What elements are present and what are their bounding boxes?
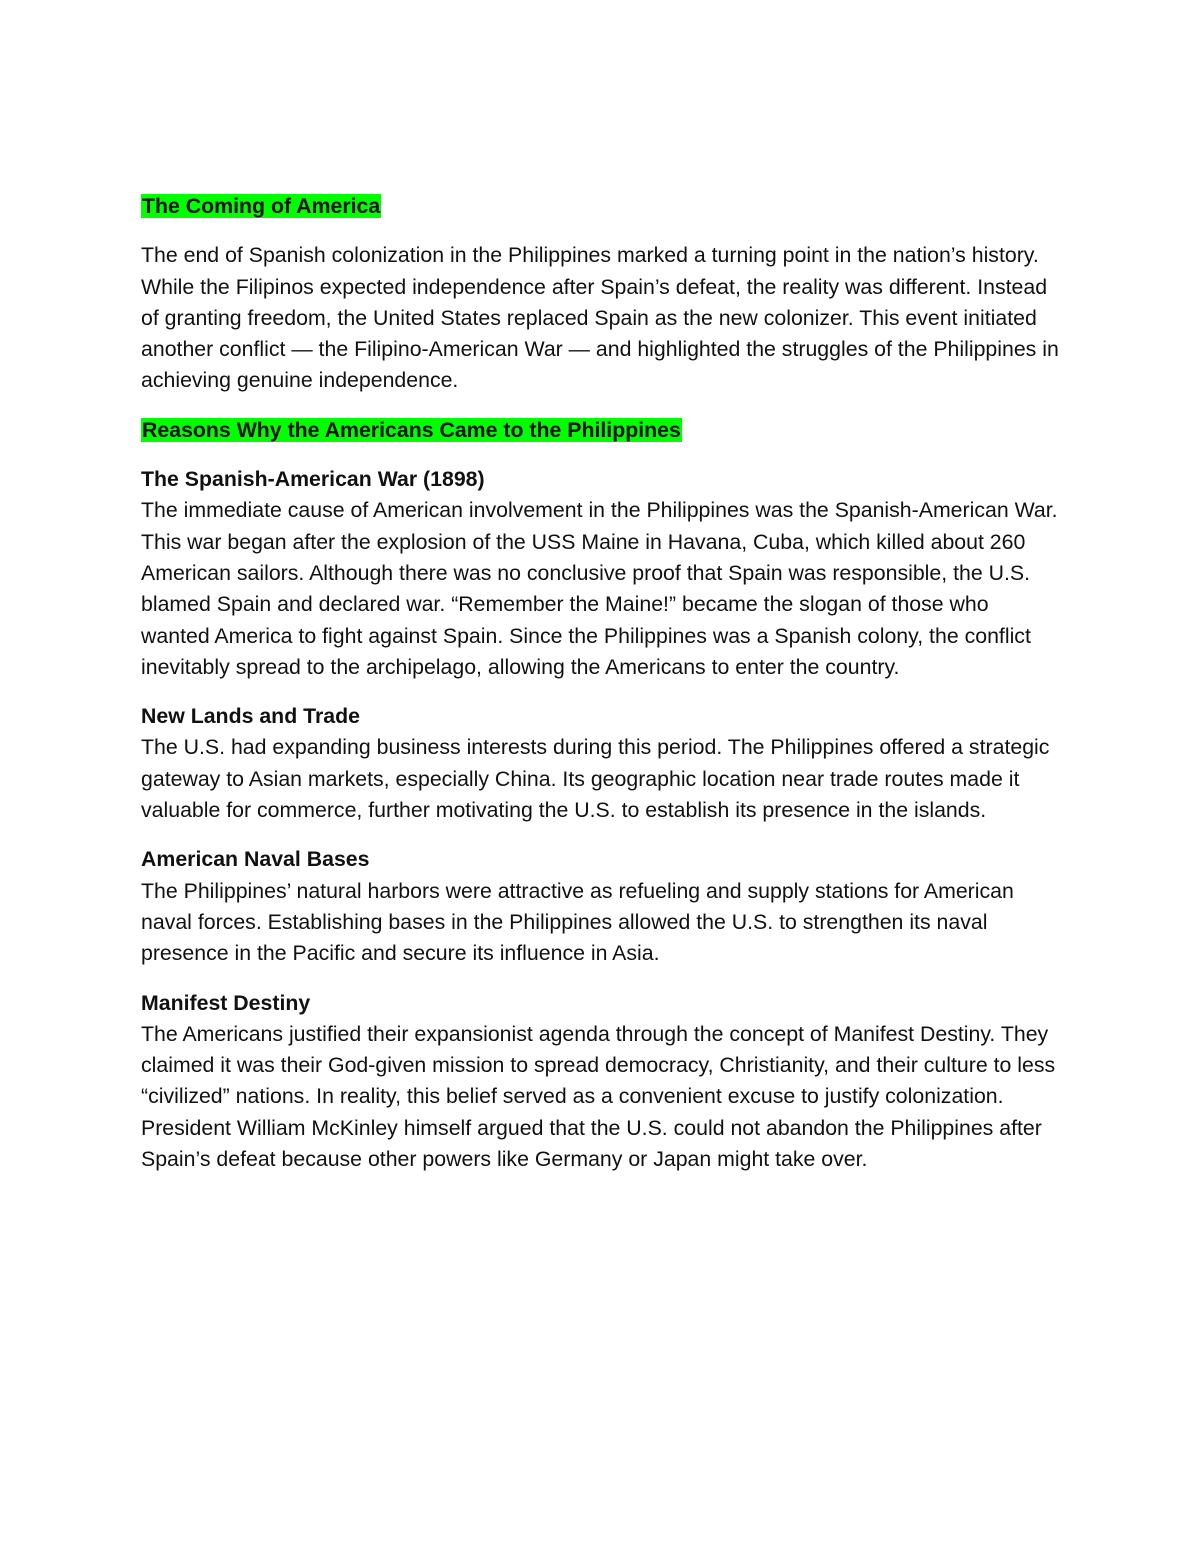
document-title: The Coming of America bbox=[142, 194, 381, 218]
section-body: The Americans justified their expansionist agenda through the concept of Manifest Destiny. They claimed it was their God-given mission to spread democracy, Christianity, and their culture to less “civilized” nations. In reality, this belief served as a convenient excuse to justify colonization. President William McKinley himself argued that the U.S. could not abandon the Philippines after Spain’s defeat because other powers like Germany or Japan might take over. bbox=[141, 1021, 1056, 1172]
title-block bbox=[141, 191, 1061, 222]
reasons-heading-block bbox=[141, 415, 1061, 446]
section-title: American Naval Bases bbox=[141, 847, 370, 872]
section-body: The U.S. had expanding business interests during this period. The Philippines offered a strategic gateway to Asian markets, especially China. Its geographic location near trade routes made it valuable for commerce, further motivating the U.S. to establish its presence in the islands. bbox=[141, 735, 1050, 823]
section-title: Manifest Destiny bbox=[141, 990, 311, 1015]
section-new-lands-trade bbox=[141, 701, 1061, 826]
document-page bbox=[141, 191, 1061, 1193]
section-spanish-american-war bbox=[141, 464, 1061, 683]
section-title: New Lands and Trade bbox=[141, 704, 360, 729]
reasons-heading: Reasons Why the Americans Came to the Philippines bbox=[142, 417, 681, 442]
section-naval-bases bbox=[141, 844, 1061, 969]
intro-paragraph: The end of Spanish colonization in the Philippines marked a turning point in the nation’s history. While the Filipinos expected independence after Spain’s defeat, the reality was different. Instead of granting freedom, the United States replaced Spain as the new colonizer. This event initiated another conflict — the Filipino-American War — and highlighted the struggles of the Philippines in achieving genuine independence. bbox=[141, 243, 1059, 393]
section-title: The Spanish-American War (1898) bbox=[141, 467, 485, 492]
section-body: The Philippines’ natural harbors were attractive as refueling and supply stations for American naval forces. Establishing bases in the Philippines allowed the U.S. to strengthen its naval presence in the Pacific and secure its influence in Asia. bbox=[141, 878, 1014, 966]
section-manifest-destiny bbox=[141, 988, 1061, 1176]
section-body: The immediate cause of American involvement in the Philippines was the Spanish-American War. This war began after the explosion of the USS Maine in Havana, Cuba, which killed about 260 American sailors. Although there was no conclusive proof that Spain was responsible, the U.S. blamed Spain and declared war. “Remember the Maine!” became the slogan of those who wanted America to fight against Spain. Since the Philippines was a Spanish colony, the conflict inevitably spread to the archipelago, allowing the Americans to enter the country. bbox=[141, 498, 1058, 679]
